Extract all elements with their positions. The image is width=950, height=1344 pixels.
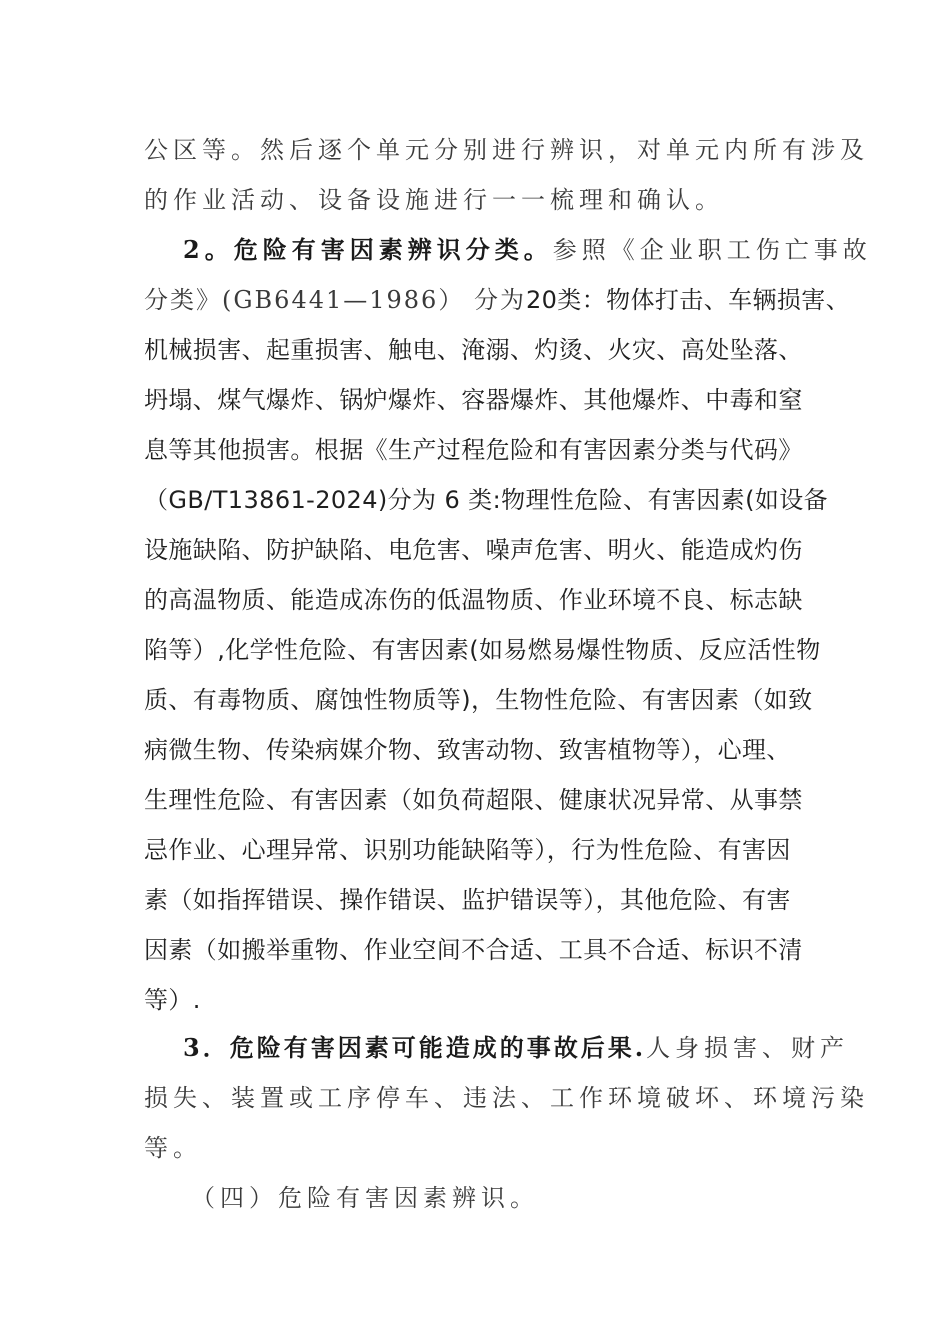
paragraph-line: 陷等）,化学性危险、有害因素(如易燃易爆性物质、反应活性物 [144, 636, 821, 664]
category-count-text: 20类：物体打击、车辆损害、 [525, 286, 851, 314]
subsection-heading: （四）危险有害因素辨识。 [191, 1184, 539, 1212]
section-2-text: 参照《企业职工伤亡事故 [552, 236, 872, 264]
paragraph-line: 坍塌、煤气爆炸、锅炉爆炸、容器爆炸、其他爆炸、中毒和窒 [144, 386, 803, 414]
paragraph-line: 的高温物质、能造成冻伤的低温物质、作业环境不良、标志缺 [144, 586, 803, 614]
paragraph-line: 素（如指挥错误、操作错误、监护错误等），其他危险、有害 [144, 886, 791, 914]
paragraph-line: 质、有毒物质、腐蚀性物质等)，生物性危险、有害因素（如致 [144, 686, 813, 714]
paragraph-line: 病微生物、传染病媒介物、致害动物、致害植物等），心理、 [144, 736, 791, 764]
paragraph-line: 等。 [144, 1134, 202, 1162]
paragraph-line: 生理性危险、有害因素（如负荷超限、健康状况异常、从事禁 [144, 786, 803, 814]
paragraph-line: 机械损害、起重损害、触电、淹溺、灼烫、火灾、高处坠落、 [144, 336, 803, 364]
paragraph-line: （GB/T13861-2024)分为 6 类:物理性危险、有害因素(如设备 [144, 486, 829, 514]
section-3-text: 人身损害、财产 [646, 1034, 850, 1062]
paragraph-line [144, 285, 850, 316]
section-2-heading: 2。危险有害因素辨识分类。 [183, 235, 553, 264]
paragraph-line: 损失、装置或工序停车、违法、工作环境破坏、环境污染 [144, 1084, 869, 1112]
section-3-heading: 3．危险有害因素可能造成的事故后果. [183, 1033, 647, 1062]
paragraph-line: 等）. [144, 986, 201, 1014]
section-2-line [183, 235, 872, 266]
paragraph-line: 因素（如搬举重物、作业空间不合适、工具不合适、标识不清 [144, 936, 803, 964]
paragraph-line: 的作业活动、设备设施进行一一梳理和确认。 [144, 186, 724, 214]
paragraph-line: 设施缺陷、防护缺陷、电危害、噪声危害、明火、能造成灼伤 [144, 536, 803, 564]
paragraph-line: 忌作业、心理异常、识别功能缺陷等），行为性危险、有害因 [144, 836, 791, 864]
standard-reference: 分类》(GB6441—1986） 分为 [144, 286, 526, 314]
paragraph-line: 息等其他损害。根据《生产过程危险和有害因素分类与代码》 [144, 436, 803, 464]
paragraph-line: 公区等。然后逐个单元分别进行辨识，对单元内所有涉及 [144, 136, 869, 164]
section-3-line [183, 1033, 849, 1064]
